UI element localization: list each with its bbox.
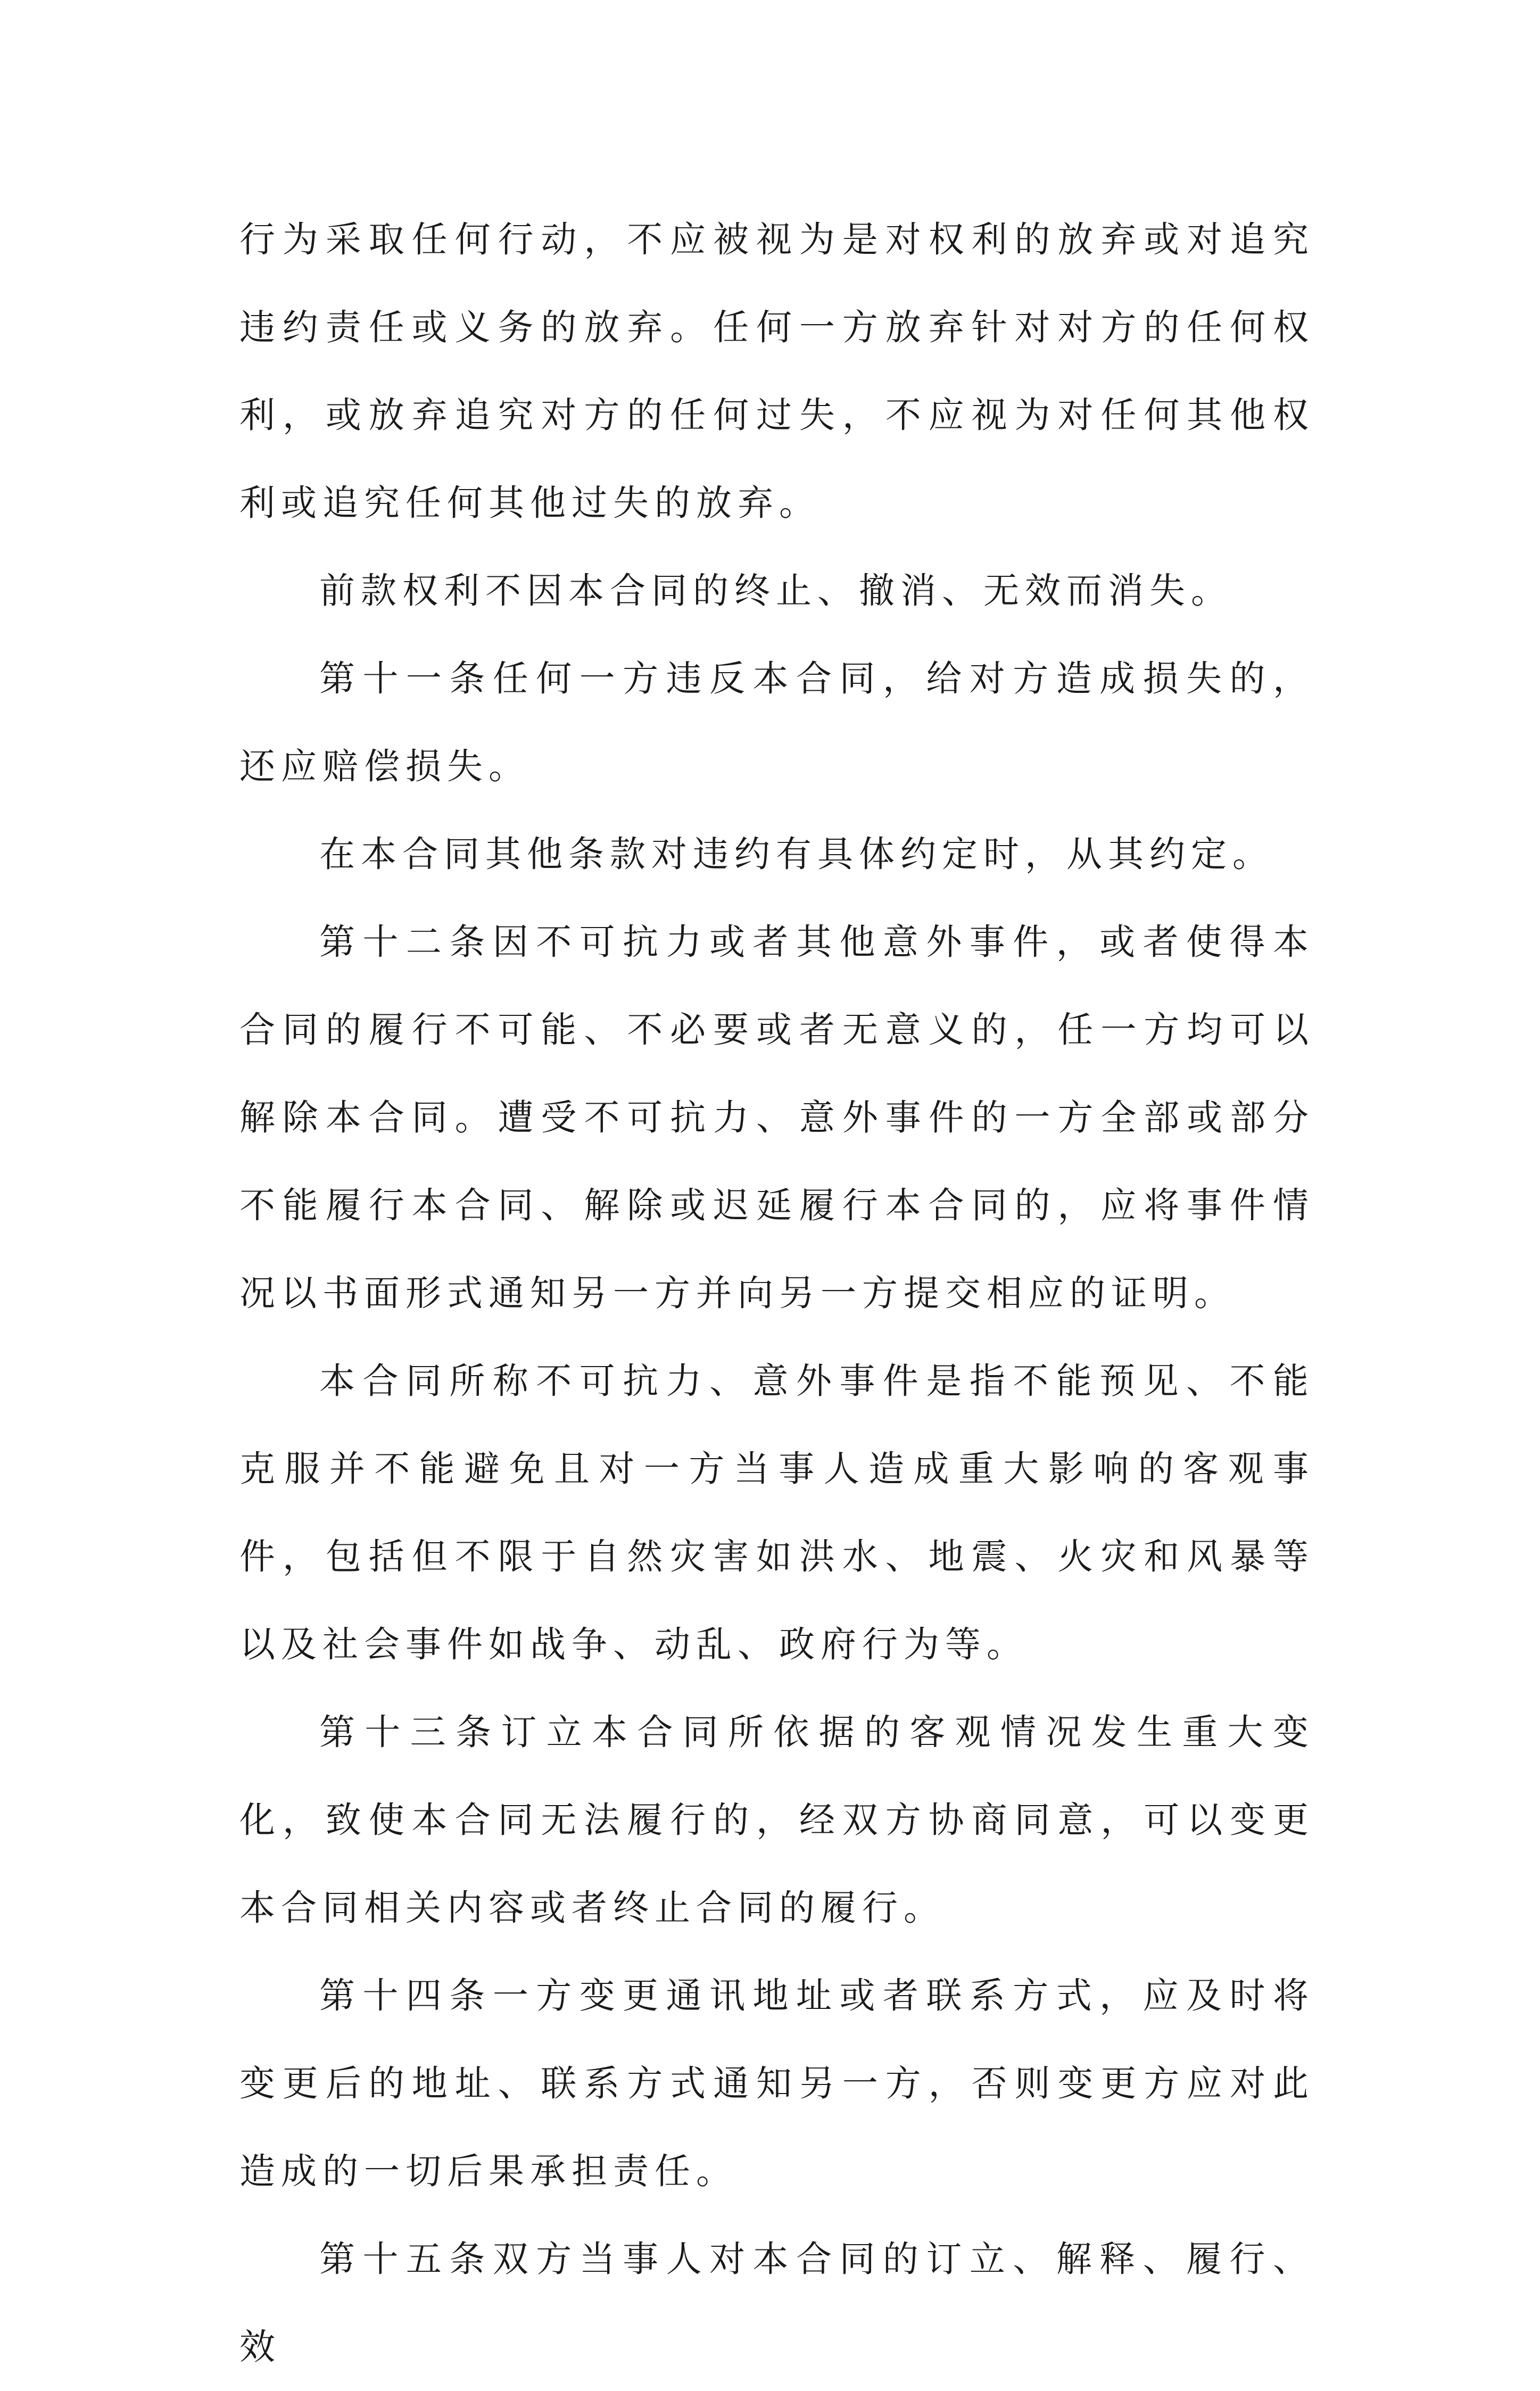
- paragraph-specific-agreement: 在本合同其他条款对违约有具体约定时，从其约定。: [319, 833, 1274, 875]
- paragraph-article-12: 第十二条因不可抗力或者其他意外事件，或者使得本合同的履行不可能、不必要或者无意义的，任一方均可以解除本合同。遭受不可抗力、意外事件的一方全部或部分不能履行本合同、解除或迟延履行本合同的，应将事件情况以书面形式通知另一方并向另一方提交相应的证明。: [239, 921, 1314, 1314]
- paragraph-force-majeure-definition: 本合同所称不可抗力、意外事件是指不能预见、不能克服并不能避免且对一方当事人造成重大影响的客观事件，包括但不限于自然灾害如洪水、地震、火灾和风暴等以及社会事件如战争、动乱、政府行为等。: [239, 1360, 1314, 1665]
- contract-body: [239, 196, 1314, 2391]
- paragraph-continuation: 行为采取任何行动，不应被视为是对权利的放弃或对追究违约责任或义务的放弃。任何一方放弃针对对方的任何权利，或放弃追究对方的任何过失，不应视为对任何其他权利或追究任何其他过失的放弃。: [239, 219, 1314, 524]
- paragraph-article-13: 第十三条订立本合同所依据的客观情况发生重大变化，致使本合同无法履行的，经双方协商同意，可以变更本合同相关内容或者终止合同的履行。: [239, 1711, 1314, 1929]
- paragraph-rights-not-lost: 前款权利不因本合同的终止、撤消、无效而消失。: [319, 570, 1232, 611]
- paragraph-article-14: 第十四条一方变更通讯地址或者联系方式，应及时将变更后的地址、联系方式通知另一方，否则变更方应对此造成的一切后果承担责任。: [239, 1975, 1314, 2192]
- paragraph-article-11: 第十一条任何一方违反本合同，给对方造成损失的，还应赔偿损失。: [239, 658, 1314, 787]
- paragraph-article-15: 第十五条双方当事人对本合同的订立、解释、履行、效: [239, 2238, 1314, 2368]
